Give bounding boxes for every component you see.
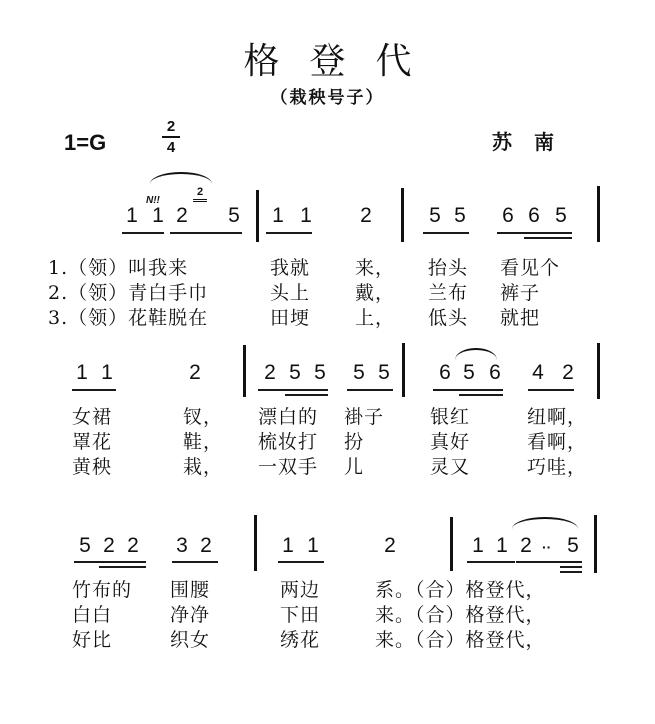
barline	[254, 515, 257, 571]
time-signature	[160, 118, 182, 156]
lyric-verse-3: 织女	[170, 629, 211, 651]
ornament-mark: N!!	[146, 195, 160, 206]
lyric-verse-2: 2.（领）青白手巾	[48, 282, 209, 304]
note: 1	[126, 204, 138, 227]
lyric-verse-1: 系。（合）格登代，	[375, 579, 546, 601]
lyric-verse-2: 梳妆打	[258, 431, 319, 453]
lyric-verse-2: 鞋，	[183, 431, 224, 453]
lyric-verse-1: 抬头	[428, 257, 469, 279]
beam-underline	[285, 394, 328, 396]
note: 6	[489, 361, 501, 384]
lyric-verse-3: 来。（合）格登代，	[375, 629, 546, 651]
lyric-verse-2: 来。（合）格登代，	[375, 604, 546, 626]
slur-arc	[512, 517, 578, 529]
barline	[243, 345, 246, 397]
lyric-verse-2: 裤子	[500, 282, 541, 304]
note: 1	[76, 361, 88, 384]
note: 5	[228, 204, 240, 227]
lyric-verse-2: 头上	[270, 282, 311, 304]
lyric-verse-1: 女裙	[72, 406, 113, 428]
beam-underline	[423, 232, 469, 234]
augmentation-dots: ··	[542, 539, 552, 555]
note: 2	[360, 204, 372, 227]
lyric-verse-2: 白白	[72, 604, 113, 626]
lyric-verse-3: 巧哇，	[527, 456, 588, 478]
note: 5	[79, 534, 91, 557]
note: 5	[463, 361, 475, 384]
beam-underline	[122, 232, 164, 234]
barline	[597, 186, 600, 242]
lyric-verse-1: 1.（领）叫我来	[48, 257, 189, 279]
note: 2	[200, 534, 212, 557]
slur-arc	[455, 348, 497, 360]
note: 1	[282, 534, 294, 557]
lyric-verse-1: 围腰	[170, 579, 211, 601]
lyric-verse-3: 黄秧	[72, 456, 113, 478]
lyric-verse-1: 钗，	[183, 406, 224, 428]
lyric-verse-1: 看见个	[500, 257, 561, 279]
barline	[256, 190, 259, 242]
note: 5	[567, 534, 579, 557]
lyric-verse-2: 扮	[344, 431, 365, 453]
lyric-verse-1: 两边	[280, 579, 321, 601]
lyric-verse-1: 银红	[430, 406, 471, 428]
beam-underline	[72, 389, 116, 391]
grace-note	[193, 186, 207, 203]
lyric-verse-1: 褂子	[344, 406, 385, 428]
lyric-verse-1: 来，	[355, 257, 396, 279]
lyric-verse-3: 3.（领）花鞋脱在	[48, 307, 209, 329]
lyric-verse-1: 漂白的	[258, 406, 319, 428]
note: 5	[454, 204, 466, 227]
barline	[594, 515, 597, 573]
lyric-verse-3: 儿	[344, 456, 365, 478]
lyric-verse-3: 栽，	[183, 456, 224, 478]
note: 3	[176, 534, 188, 557]
grace-note-underline	[193, 199, 207, 200]
beam-underline	[74, 561, 146, 563]
note: 2	[264, 361, 276, 384]
beam-underline	[170, 232, 242, 234]
note: 2	[189, 361, 201, 384]
note: 5	[353, 361, 365, 384]
lyric-verse-2: 下田	[280, 604, 321, 626]
lyric-verse-3: 一双手	[258, 456, 319, 478]
note: 2	[176, 204, 188, 227]
beam-underline	[516, 561, 582, 563]
note: 4	[532, 361, 544, 384]
lyric-verse-1: 我就	[270, 257, 311, 279]
song-title: 格登代	[243, 41, 442, 82]
note: 5	[314, 361, 326, 384]
lyric-verse-3: 就把	[500, 307, 541, 329]
note: 5	[289, 361, 301, 384]
note: 5	[378, 361, 390, 384]
note: 1	[300, 204, 312, 227]
lyric-verse-1: 竹布的	[72, 579, 133, 601]
note: 6	[502, 204, 514, 227]
song-origin: 苏南	[492, 130, 576, 154]
lyric-verse-2: 真好	[430, 431, 471, 453]
time-signature-denominator: 4	[166, 139, 176, 156]
time-signature-bar	[162, 136, 180, 138]
beam-underline	[560, 571, 582, 573]
lyric-verse-2: 戴，	[355, 282, 396, 304]
lyric-verse-1: 纽啊，	[527, 406, 588, 428]
lyric-verse-3: 低头	[428, 307, 469, 329]
grace-note-digit: 2	[196, 186, 204, 198]
beam-underline	[172, 561, 218, 563]
beam-underline	[467, 561, 515, 563]
note: 1	[152, 204, 164, 227]
beam-underline	[524, 237, 572, 239]
note: 5	[555, 204, 567, 227]
barline	[401, 188, 404, 242]
key-signature: 1=G	[64, 130, 107, 155]
lyric-verse-3: 田埂	[270, 307, 311, 329]
lyric-verse-2: 兰布	[428, 282, 469, 304]
note: 2	[520, 534, 532, 557]
lyric-verse-2: 净净	[170, 604, 211, 626]
beam-underline	[99, 566, 146, 568]
note: 1	[496, 534, 508, 557]
lyric-verse-3: 好比	[72, 629, 113, 651]
note: 2	[384, 534, 396, 557]
barline	[450, 517, 453, 571]
note: 6	[528, 204, 540, 227]
lyric-verse-3: 绣花	[280, 629, 321, 651]
beam-underline	[278, 561, 324, 563]
lyric-verse-2: 罩花	[72, 431, 113, 453]
lyric-verse-2: 看啊，	[527, 431, 588, 453]
note: 2	[127, 534, 139, 557]
note: 1	[272, 204, 284, 227]
beam-underline	[497, 232, 572, 234]
beam-underline	[266, 232, 312, 234]
grace-note-underline	[193, 201, 207, 202]
note: 6	[439, 361, 451, 384]
barline	[597, 343, 600, 399]
note: 1	[472, 534, 484, 557]
lyric-verse-3: 上，	[355, 307, 396, 329]
note: 1	[101, 361, 113, 384]
beam-underline	[560, 566, 582, 568]
song-subtitle: （栽秧号子）	[270, 88, 385, 108]
lyric-verse-3: 灵又	[430, 456, 471, 478]
time-signature-numerator: 2	[166, 118, 176, 135]
note: 5	[429, 204, 441, 227]
barline	[402, 343, 405, 397]
slur-arc	[150, 172, 212, 184]
beam-underline	[433, 389, 503, 391]
note: 2	[103, 534, 115, 557]
beam-underline	[528, 389, 574, 391]
beam-underline	[258, 389, 328, 391]
beam-underline	[459, 394, 503, 396]
beam-underline	[347, 389, 393, 391]
note: 2	[562, 361, 574, 384]
note: 1	[307, 534, 319, 557]
